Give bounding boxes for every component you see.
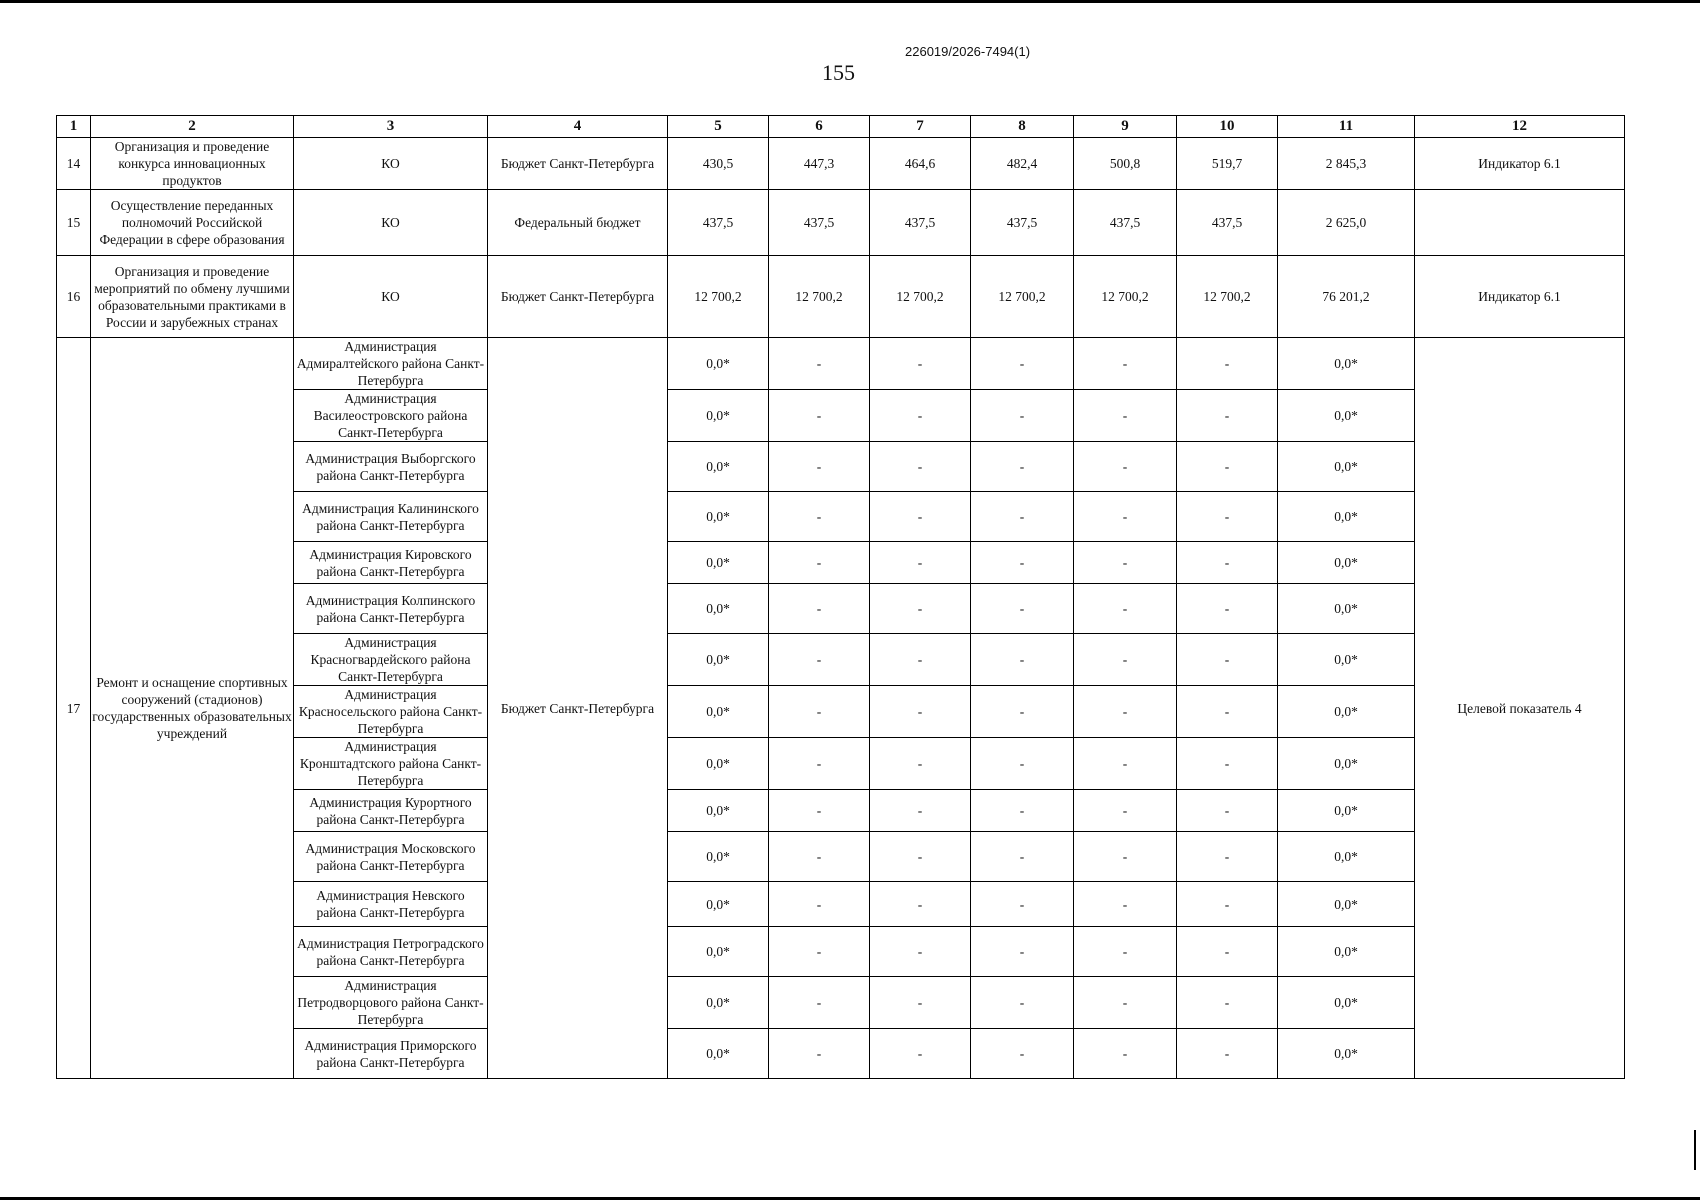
amount-cell: - [769,390,870,442]
amount-cell: - [870,338,971,390]
amount-cell: 0,0* [668,1029,769,1079]
amount-cell: - [769,338,870,390]
total-cell: 0,0* [1278,634,1415,686]
amount-cell: - [1177,738,1278,790]
amount-cell: - [1177,1029,1278,1079]
amount-cell: - [1177,634,1278,686]
col-header: 6 [769,116,870,138]
amount-cell: - [870,390,971,442]
amount-cell: 437,5 [1177,190,1278,256]
executor: Администрация Колпинского района Санкт-Петербурга [294,584,488,634]
total-cell: 0,0* [1278,882,1415,927]
total-cell: 0,0* [1278,738,1415,790]
amount-cell: 0,0* [668,584,769,634]
amount-cell: - [870,882,971,927]
amount-cell: - [971,977,1074,1029]
amount-cell: 437,5 [668,190,769,256]
amount-cell: - [1177,390,1278,442]
amount-cell: - [1177,832,1278,882]
table-row [57,338,1625,390]
amount-cell: - [971,442,1074,492]
activity-name: Организация и проведение мероприятий по обмену лучшими образовательными практиками в России и зарубежных странах [91,256,294,338]
col-header: 5 [668,116,769,138]
executor: Администрация Невского района Санкт-Петербурга [294,882,488,927]
amount-cell: 0,0* [668,882,769,927]
total-cell: 0,0* [1278,977,1415,1029]
amount-cell: - [971,832,1074,882]
amount-cell: - [1177,442,1278,492]
amount-cell: 12 700,2 [971,256,1074,338]
amount-cell: 12 700,2 [668,256,769,338]
col-header: 2 [91,116,294,138]
amount-cell: 12 700,2 [870,256,971,338]
amount-cell: - [971,542,1074,584]
amount-cell: 437,5 [769,190,870,256]
col-header: 8 [971,116,1074,138]
amount-cell: - [769,738,870,790]
funding-source: Бюджет Санкт-Петербурга [488,138,668,190]
executor: Администрация Петродворцового района Санкт-Петербурга [294,977,488,1029]
header-row [57,116,1625,138]
amount-cell: - [870,977,971,1029]
amount-cell: - [1074,442,1177,492]
amount-cell: - [971,927,1074,977]
amount-cell: 437,5 [1074,190,1177,256]
total-cell: 0,0* [1278,790,1415,832]
col-header: 11 [1278,116,1415,138]
amount-cell: - [971,390,1074,442]
executor: Администрация Выборгского района Санкт-Петербурга [294,442,488,492]
page-number: 155 [822,60,855,85]
amount-cell: 437,5 [971,190,1074,256]
col-header: 3 [294,116,488,138]
amount-cell: - [769,584,870,634]
amount-cell: - [971,634,1074,686]
total-cell: 0,0* [1278,832,1415,882]
total-cell: 76 201,2 [1278,256,1415,338]
funding-source: Бюджет Санкт-Петербурга [488,338,668,1079]
amount-cell: - [1177,492,1278,542]
executor: Администрация Приморского района Санкт-Петербурга [294,1029,488,1079]
amount-cell: - [870,492,971,542]
total-cell: 2 625,0 [1278,190,1415,256]
executor: Администрация Кировского района Санкт-Петербурга [294,542,488,584]
amount-cell: 0,0* [668,442,769,492]
amount-cell: 0,0* [668,542,769,584]
amount-cell: - [1074,634,1177,686]
amount-cell: 464,6 [870,138,971,190]
amount-cell: 500,8 [1074,138,1177,190]
executor: Администрация Адмиралтейского района Санкт-Петербурга [294,338,488,390]
amount-cell: - [769,790,870,832]
amount-cell: 0,0* [668,390,769,442]
total-cell: 0,0* [1278,1029,1415,1079]
executor: Администрация Курортного района Санкт-Петербурга [294,790,488,832]
amount-cell: - [1177,542,1278,584]
funding-source: Федеральный бюджет [488,190,668,256]
row-number: 15 [57,190,91,256]
row-number: 17 [57,338,91,1079]
table-row [57,190,1625,256]
amount-cell: - [870,738,971,790]
total-cell: 0,0* [1278,542,1415,584]
amount-cell: - [769,832,870,882]
total-cell: 0,0* [1278,686,1415,738]
document-id: 226019/2026-7494(1) [905,44,1031,59]
col-header: 10 [1177,116,1278,138]
amount-cell: 0,0* [668,338,769,390]
amount-cell: - [971,882,1074,927]
total-cell: 0,0* [1278,492,1415,542]
amount-cell: 12 700,2 [1074,256,1177,338]
amount-cell: 0,0* [668,738,769,790]
amount-cell: - [1177,686,1278,738]
amount-cell: 0,0* [668,832,769,882]
amount-cell: 0,0* [668,927,769,977]
amount-cell: - [769,977,870,1029]
amount-cell: - [1074,338,1177,390]
amount-cell: - [1177,977,1278,1029]
amount-cell: - [769,442,870,492]
amount-cell: - [971,790,1074,832]
amount-cell: 0,0* [668,790,769,832]
col-header: 9 [1074,116,1177,138]
amount-cell: 12 700,2 [769,256,870,338]
amount-cell: - [769,686,870,738]
amount-cell: - [971,492,1074,542]
amount-cell: - [1074,738,1177,790]
amount-cell: - [1074,832,1177,882]
amount-cell: - [769,634,870,686]
col-header: 12 [1415,116,1625,138]
amount-cell: - [769,882,870,927]
indicator: Индикатор 6.1 [1415,138,1625,190]
amount-cell: - [1177,584,1278,634]
amount-cell: - [870,442,971,492]
funding-source: Бюджет Санкт-Петербурга [488,256,668,338]
scan-edge-mark [1694,1130,1696,1170]
total-cell: 0,0* [1278,584,1415,634]
executor: Администрация Калининского района Санкт-Петербурга [294,492,488,542]
budget-table [56,115,1625,1079]
amount-cell: - [971,738,1074,790]
row-number: 14 [57,138,91,190]
executor: Администрация Красносельского района Санкт-Петербурга [294,686,488,738]
activity-name: Ремонт и оснащение спортивных сооружений (стадионов) государственных образовательных учреждений [91,338,294,1079]
col-header: 4 [488,116,668,138]
amount-cell: - [1074,882,1177,927]
amount-cell: - [1074,927,1177,977]
amount-cell: - [870,584,971,634]
executor: Администрация Московского района Санкт-Петербурга [294,832,488,882]
amount-cell: - [1074,390,1177,442]
executor: КО [294,190,488,256]
amount-cell: - [769,1029,870,1079]
amount-cell: - [870,927,971,977]
amount-cell: 0,0* [668,977,769,1029]
amount-cell: - [769,542,870,584]
executor: КО [294,138,488,190]
amount-cell: - [769,927,870,977]
amount-cell: - [870,686,971,738]
amount-cell: - [870,542,971,584]
amount-cell: - [870,790,971,832]
amount-cell: - [1074,1029,1177,1079]
amount-cell: - [1074,977,1177,1029]
amount-cell: - [971,686,1074,738]
indicator: Индикатор 6.1 [1415,256,1625,338]
executor: КО [294,256,488,338]
amount-cell: - [971,1029,1074,1079]
indicator: Целевой показатель 4 [1415,338,1625,1079]
table-row [57,256,1625,338]
amount-cell: - [1074,686,1177,738]
amount-cell: - [1177,927,1278,977]
executor: Администрация Красногвардейского района Санкт-Петербурга [294,634,488,686]
amount-cell: 0,0* [668,492,769,542]
total-cell: 0,0* [1278,390,1415,442]
table-row [57,138,1625,190]
amount-cell: - [1074,584,1177,634]
amount-cell: 0,0* [668,686,769,738]
amount-cell: 437,5 [870,190,971,256]
amount-cell: - [1177,338,1278,390]
amount-cell: - [870,1029,971,1079]
amount-cell: 519,7 [1177,138,1278,190]
amount-cell: - [1177,882,1278,927]
amount-cell: 430,5 [668,138,769,190]
total-cell: 0,0* [1278,927,1415,977]
amount-cell: - [870,832,971,882]
col-header: 7 [870,116,971,138]
total-cell: 2 845,3 [1278,138,1415,190]
page-top-border [0,0,1700,3]
amount-cell: - [971,584,1074,634]
executor: Администрация Кронштадтского района Санкт-Петербурга [294,738,488,790]
amount-cell: - [1074,790,1177,832]
amount-cell: - [870,634,971,686]
amount-cell: 0,0* [668,634,769,686]
total-cell: 0,0* [1278,338,1415,390]
amount-cell: - [1074,492,1177,542]
amount-cell: 12 700,2 [1177,256,1278,338]
activity-name: Организация и проведение конкурса инновационных продуктов [91,138,294,190]
amount-cell: - [769,492,870,542]
total-cell: 0,0* [1278,442,1415,492]
amount-cell: 482,4 [971,138,1074,190]
row-number: 16 [57,256,91,338]
amount-cell: - [971,338,1074,390]
executor: Администрация Петроградского района Санкт-Петербурга [294,927,488,977]
col-header: 1 [57,116,91,138]
amount-cell: - [1177,790,1278,832]
activity-name: Осуществление переданных полномочий Российской Федерации в сфере образования [91,190,294,256]
amount-cell: 447,3 [769,138,870,190]
amount-cell: - [1074,542,1177,584]
executor: Администрация Василеостровского района Санкт-Петербурга [294,390,488,442]
indicator [1415,190,1625,256]
